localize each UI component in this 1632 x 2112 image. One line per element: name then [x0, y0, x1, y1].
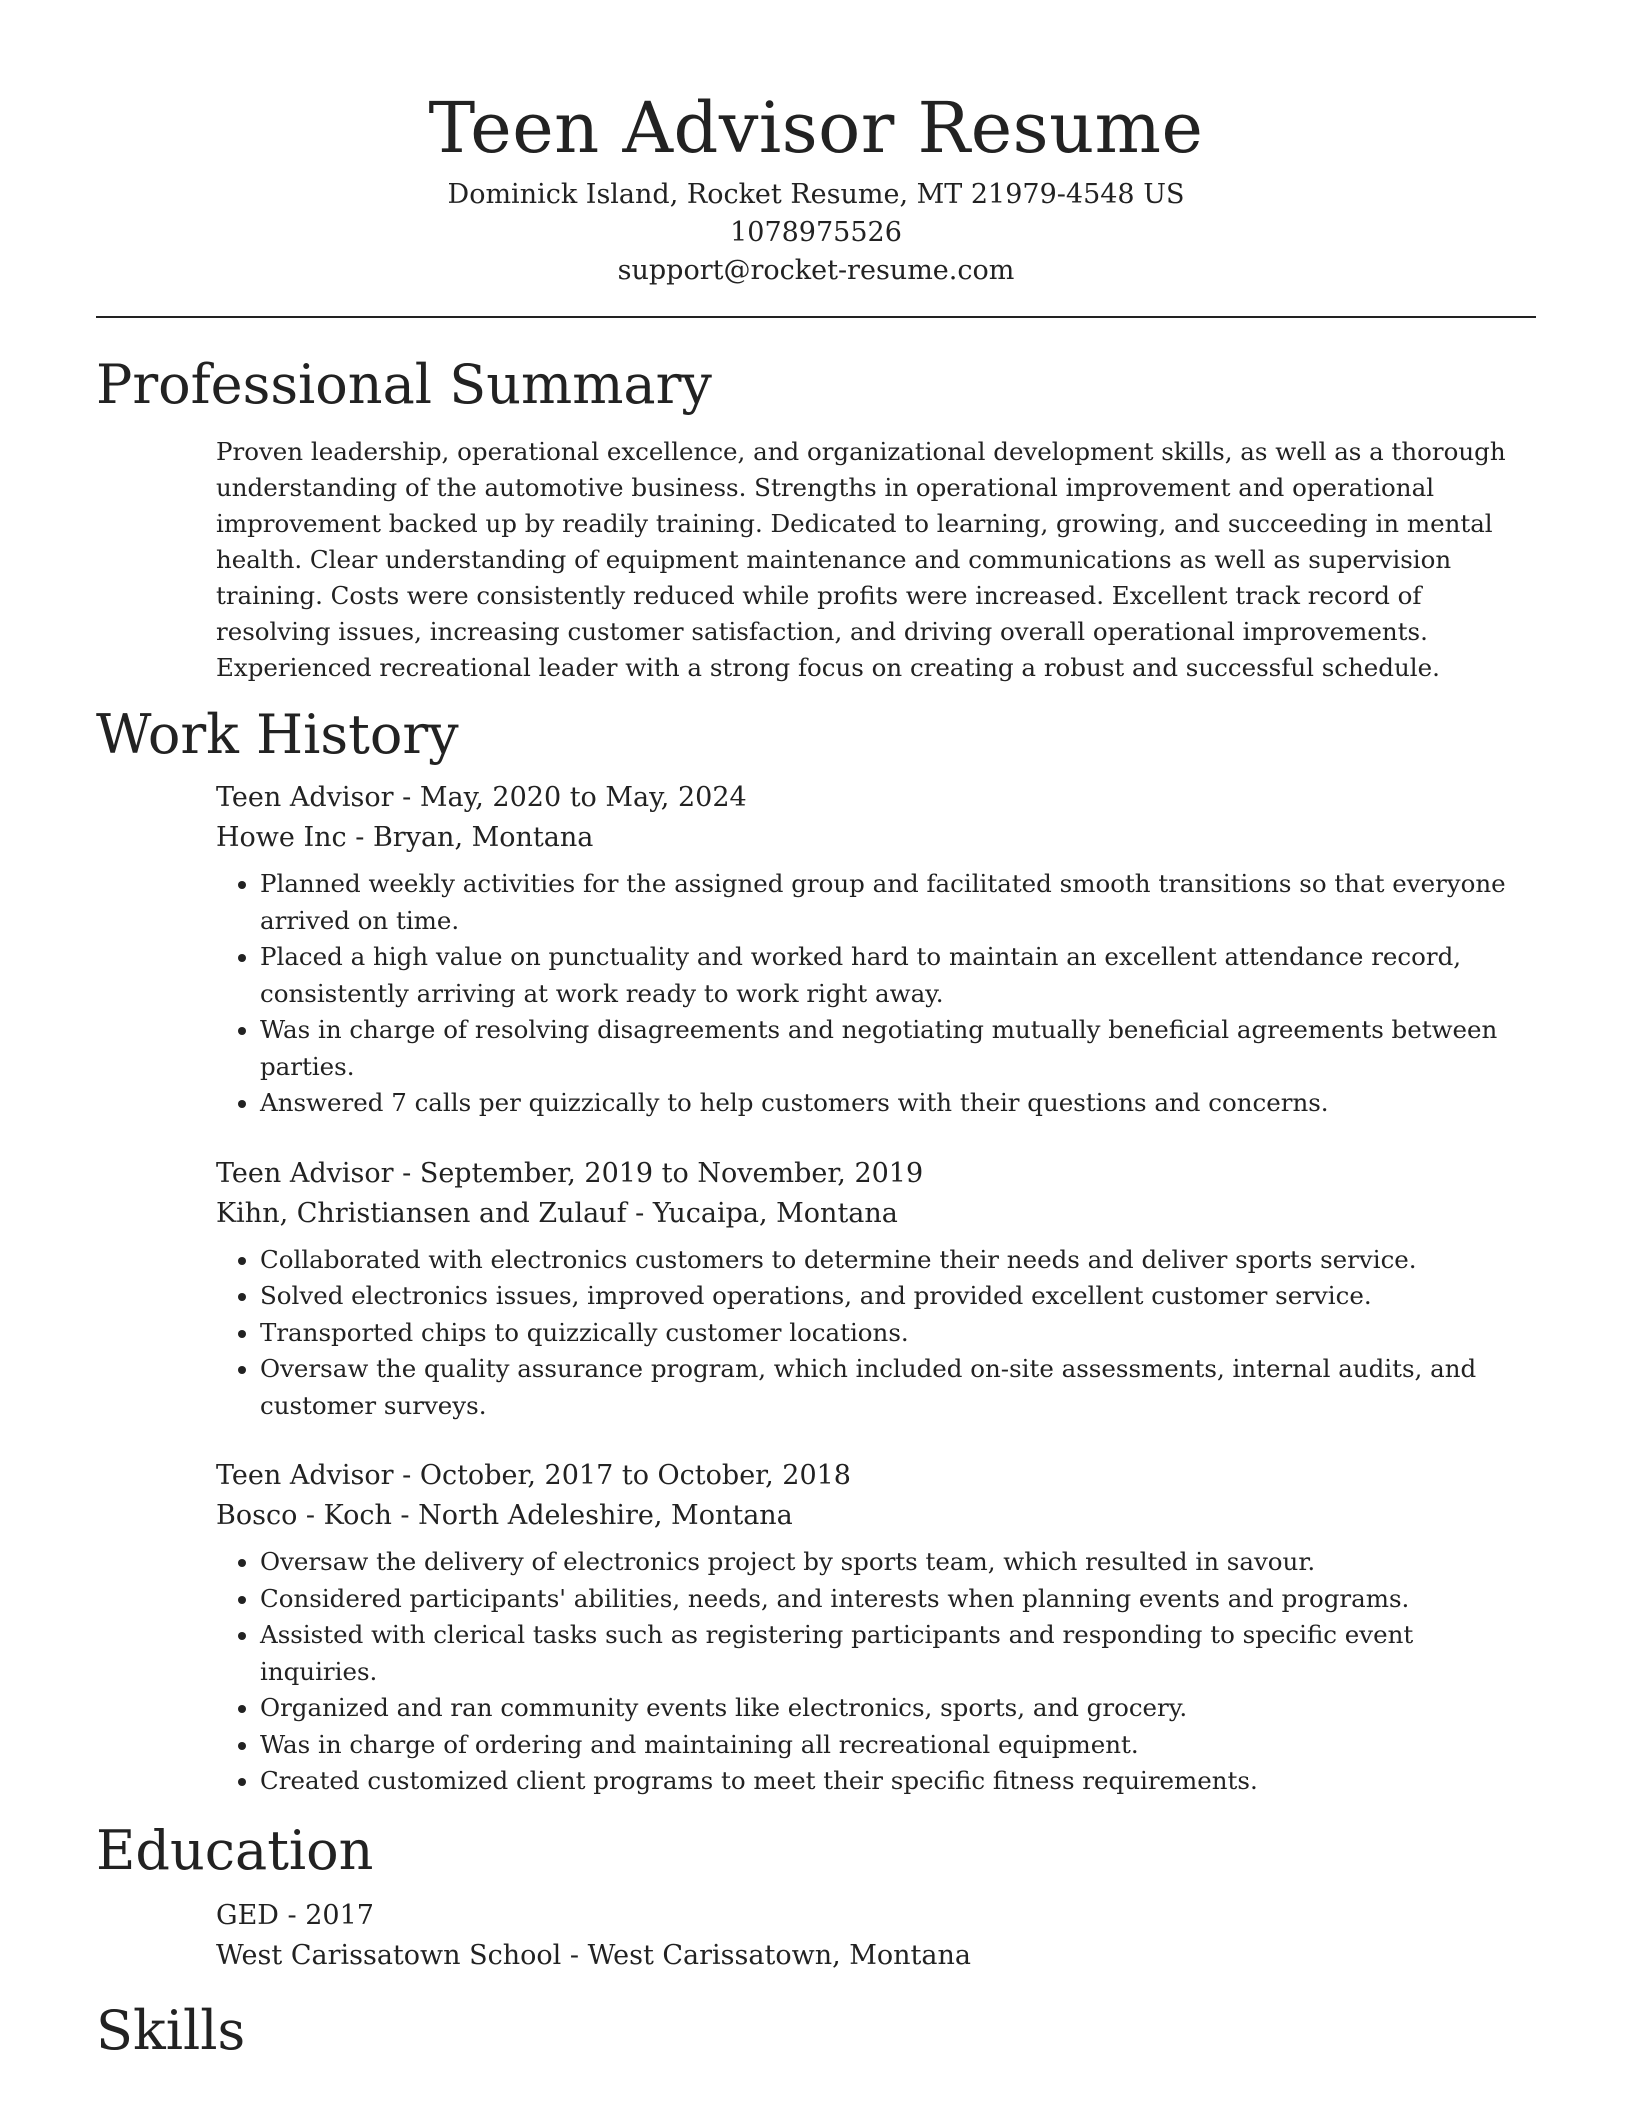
job-location: North Adeleshire, Montana [418, 1500, 793, 1531]
job-company-line: Howe Inc - Bryan, Montana [216, 822, 594, 853]
job-bullet: • Was in charge of ordering and maintaining all recreational equipment. [260, 1727, 1536, 1764]
education-degree: GED [216, 1899, 279, 1931]
contact-block [96, 176, 1536, 290]
job-dates: May, 2020 to May, 2024 [419, 782, 747, 813]
job-role: Teen Advisor [216, 1460, 394, 1491]
skills-heading: Skills [96, 1998, 246, 2062]
job-role: Teen Advisor [216, 1157, 394, 1189]
job-entry [216, 1456, 1536, 1800]
job-entry [216, 1154, 1536, 1425]
job-location: Bryan, Montana [372, 822, 594, 853]
skills-section [96, 1996, 1536, 2066]
job-company: Bosco - Koch [216, 1500, 392, 1531]
header-divider [96, 316, 1536, 318]
summary-section [96, 350, 1536, 686]
contact-phone: 1078975526 [730, 217, 902, 248]
work-history-section [96, 700, 1536, 1800]
job-bullet: • Was in charge of resolving disagreements and negotiating mutually beneficial agreements between parties. [260, 1012, 1536, 1085]
job-bullets [216, 1544, 1536, 1800]
resume-header [96, 0, 1536, 290]
job-bullet: • Considered participants' abilities, needs, and interests when planning events and programs. [260, 1581, 1536, 1618]
resume-title: Teen Advisor Resume [428, 87, 1204, 169]
job-bullet: • Placed a high value on punctuality and worked hard to maintain an excellent attendance record, consistently arriving at work ready to work right away. [260, 939, 1536, 1012]
resume-page [96, 0, 1536, 2066]
job-bullet: • Assisted with clerical tasks such as registering participants and responding to specific event inquiries. [260, 1617, 1536, 1690]
job-bullets [216, 866, 1536, 1122]
job-entry [216, 778, 1536, 1122]
job-bullet: • Oversaw the quality assurance program, which included on-site assessments, internal audits, and customer surveys. [260, 1351, 1536, 1424]
job-bullets [216, 1242, 1536, 1425]
job-company-line: Kihn, Christiansen and Zulauf - Yucaipa, Montana [216, 1197, 898, 1229]
job-bullet: • Transported chips to quizzically customer locations. [260, 1315, 1536, 1352]
education-heading: Education [96, 1818, 374, 1882]
summary-heading: Professional Summary [96, 353, 712, 416]
education-location: West Carissatown, Montana [587, 1939, 971, 1971]
job-bullet: • Answered 7 calls per quizzically to help customers with their questions and concerns. [260, 1085, 1536, 1122]
job-title-line: Teen Advisor - May, 2020 to May, 2024 [216, 782, 747, 813]
job-bullet: • Collaborated with electronics customers to determine their needs and deliver sports service. [260, 1242, 1536, 1279]
education-degree-line: GED - 2017 [216, 1899, 374, 1931]
job-company-line: Bosco - Koch - North Adeleshire, Montana [216, 1500, 793, 1531]
job-title-line: Teen Advisor - September, 2019 to November, 2019 [216, 1157, 924, 1189]
job-title-line: Teen Advisor - October, 2017 to October, 2018 [216, 1460, 851, 1491]
job-role: Teen Advisor [216, 782, 394, 813]
job-bullet: • Planned weekly activities for the assigned group and facilitated smooth transitions so that everyone arrived on time. [260, 866, 1536, 939]
contact-address: Dominick Island, Rocket Resume, MT 21979-4548 US [447, 179, 1185, 210]
work-history-heading: Work History [96, 703, 459, 766]
contact-email: support@rocket-resume.com [617, 255, 1015, 286]
education-school: West Carissatown School [216, 1939, 562, 1971]
job-bullet: • Solved electronics issues, improved operations, and provided excellent customer service. [260, 1278, 1536, 1315]
job-bullet: • Created customized client programs to meet their specific fitness requirements. [260, 1763, 1536, 1800]
job-company: Kihn, Christiansen and Zulauf [216, 1197, 627, 1229]
education-year: 2017 [305, 1899, 374, 1931]
job-dates: September, 2019 to November, 2019 [419, 1157, 924, 1189]
job-company: Howe Inc [216, 822, 347, 853]
job-bullet: • Oversaw the delivery of electronics project by sports team, which resulted in savour. [260, 1544, 1536, 1581]
job-dates: October, 2017 to October, 2018 [419, 1460, 851, 1491]
job-bullet: • Organized and ran community events like electronics, sports, and grocery. [260, 1690, 1536, 1727]
summary-text: Proven leadership, operational excellence, and organizational development skills, as well as a thorough understanding of the automotive business. Strengths in operational improvement and operational improvement backed up by readily training. Dedicated to learning, growing, and succeeding in mental health. Clear understanding of equipment maintenance and communications as well as supervision training. Costs were consistently reduced while profits were increased. Excellent track record of resolving issues, increasing customer satisfaction, and driving overall operational improvements. Experienced recreational leader with a strong focus on creating a robust and successful schedule. [216, 437, 1506, 682]
education-section [96, 1816, 1536, 1976]
education-school-line: West Carissatown School - West Carissatown, Montana [216, 1939, 971, 1971]
job-location: Yucaipa, Montana [652, 1197, 898, 1229]
